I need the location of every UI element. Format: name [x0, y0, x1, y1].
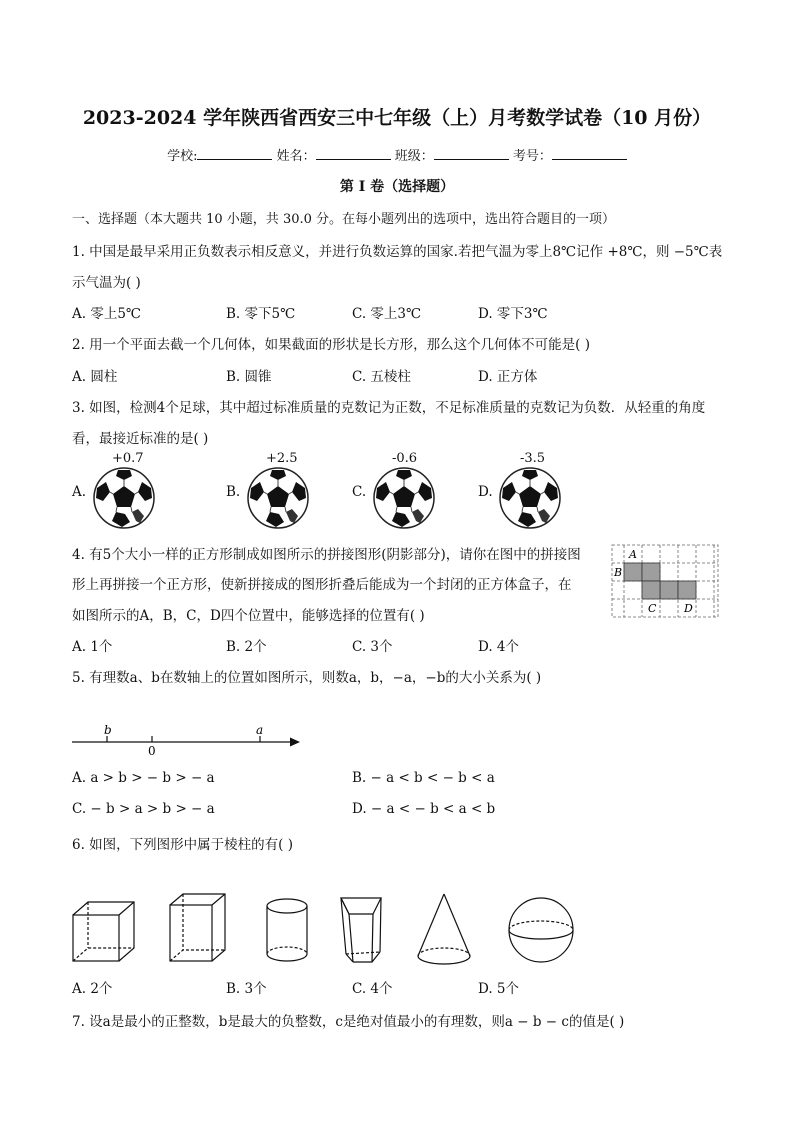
q1-line2: 示气温为( ) — [72, 275, 141, 291]
q3-option-a[interactable]: A. — [72, 484, 87, 500]
q2-option-a[interactable]: A. 圆柱 — [72, 369, 118, 385]
number-blank[interactable] — [552, 147, 627, 160]
q6-option-d[interactable]: D. 5个 — [478, 981, 520, 997]
q6-option-c[interactable]: C. 4个 — [352, 981, 393, 997]
section-title: 第 I 卷（选择题） — [339, 179, 455, 195]
q4-option-d[interactable]: D. 4个 — [478, 639, 520, 655]
cylinder-shape — [267, 899, 307, 961]
cuboid-shape — [170, 894, 225, 961]
q3-line2: 看，最接近标准的是( ) — [72, 431, 209, 447]
q4-line2: 形上再拼接一个正方形，使新拼接成的图形折叠后能成为一个封闭的正方体盒子，在 — [72, 577, 572, 593]
part1-header: 一、选择题（本大题共 10 小题，共 30.0 分。在每小题列出的选项中，选出符合题目的一项） — [72, 212, 616, 227]
net-square-2 — [642, 563, 660, 581]
school-label: 学校: — [167, 149, 198, 164]
class-blank[interactable] — [434, 147, 509, 160]
cone-shape — [418, 894, 470, 964]
q6-option-b[interactable]: B. 3个 — [226, 981, 267, 997]
soccer-ball-c — [372, 466, 436, 530]
q5-option-c[interactable]: C. − b > a > b > − a — [72, 801, 215, 817]
cube-shape — [73, 902, 134, 961]
net-square-1 — [624, 563, 642, 581]
net-square-3 — [660, 581, 678, 599]
q1-option-d[interactable]: D. 零下3℃ — [478, 306, 548, 322]
ball-a-value: +0.7 — [112, 451, 144, 466]
name-blank[interactable] — [316, 147, 391, 160]
ball-b-value: +2.5 — [266, 451, 298, 466]
sphere-shape — [509, 898, 573, 962]
axis-label-zero: 0 — [148, 744, 156, 758]
school-blank[interactable] — [197, 147, 272, 160]
net-square-4 — [678, 581, 696, 599]
q3-option-d[interactable]: D. — [478, 484, 493, 500]
frustum-shape — [341, 898, 381, 962]
q5-text: 5. 有理数a、b在数轴上的位置如图所示，则数a，b，−a，−b的大小关系为( ) — [72, 670, 542, 686]
grid-label-c: C — [648, 602, 657, 615]
class-label: 班级： — [394, 149, 434, 164]
q3-option-c[interactable]: C. — [352, 484, 367, 500]
q4-option-c[interactable]: C. 3个 — [352, 639, 393, 655]
q2-option-c[interactable]: C. 五棱柱 — [352, 369, 411, 385]
exam-title: 2023-2024 学年陕西省西安三中七年级（上）月考数学试卷（10 月份） — [82, 107, 712, 129]
student-info-line — [0, 145, 794, 164]
q4-line3: 如图所示的A，B，C，D四个位置中，能够选择的位置有( ) — [72, 608, 425, 624]
q1-option-c[interactable]: C. 零上3℃ — [352, 306, 422, 322]
grid-label-b: B — [614, 566, 623, 579]
q1-line1: 1. 中国是最早采用正负数表示相反意义，并进行负数运算的国家.若把气温为零上8℃记作 +8℃，则 −5℃表 — [72, 244, 723, 260]
q5-option-b[interactable]: B. − a < b < − b < a — [352, 770, 495, 786]
ball-d-value: -3.5 — [520, 451, 546, 466]
net-square-5 — [642, 581, 660, 599]
ball-c-value: -0.6 — [392, 451, 418, 466]
q4-line1: 4. 有5个大小一样的正方形制成如图所示的拼接图形(阴影部分)，请你在图中的拼接图 — [72, 547, 581, 563]
solids-figure — [70, 890, 630, 970]
q2-text: 2. 用一个平面去截一个几何体，如果截面的形状是长方形，那么这个几何体不可能是( ) — [72, 337, 590, 353]
number-line — [70, 722, 306, 758]
net-grid-figure — [611, 544, 721, 618]
name-label: 姓名： — [276, 149, 316, 164]
q3-line1: 3. 如图，检测4个足球，其中超过标准质量的克数记为正数，不足标准质量的克数记为负数．从轻重的角度 — [72, 400, 706, 416]
q4-option-b[interactable]: B. 2个 — [226, 639, 267, 655]
q6-text: 6. 如图，下列图形中属于棱柱的有( ) — [72, 837, 293, 853]
q5-option-d[interactable]: D. − a < − b < a < b — [352, 801, 496, 817]
q2-option-b[interactable]: B. 圆锥 — [226, 369, 272, 385]
q6-option-a[interactable]: A. 2个 — [72, 981, 113, 997]
q2-option-d[interactable]: D. 正方体 — [478, 369, 538, 385]
soccer-ball-b — [246, 466, 310, 530]
soccer-ball-d — [498, 466, 562, 530]
soccer-ball-a — [92, 466, 156, 530]
grid-label-a: A — [629, 548, 637, 561]
q3-option-b[interactable]: B. — [226, 484, 241, 500]
q7-text: 7. 设a是最小的正整数，b是最大的负整数，c是绝对值最小的有理数，则a − b − c的值是( ) — [72, 1014, 625, 1030]
q1-option-b[interactable]: B. 零下5℃ — [226, 306, 296, 322]
q1-option-a[interactable]: A. 零上5℃ — [72, 306, 142, 322]
q4-option-a[interactable]: A. 1个 — [72, 639, 113, 655]
number-label: 考号： — [512, 149, 552, 164]
axis-label-b: b — [104, 723, 112, 737]
q5-option-a[interactable]: A. a > b > − b > − a — [72, 770, 215, 786]
grid-label-d: D — [684, 602, 693, 615]
axis-label-a: a — [256, 723, 264, 737]
